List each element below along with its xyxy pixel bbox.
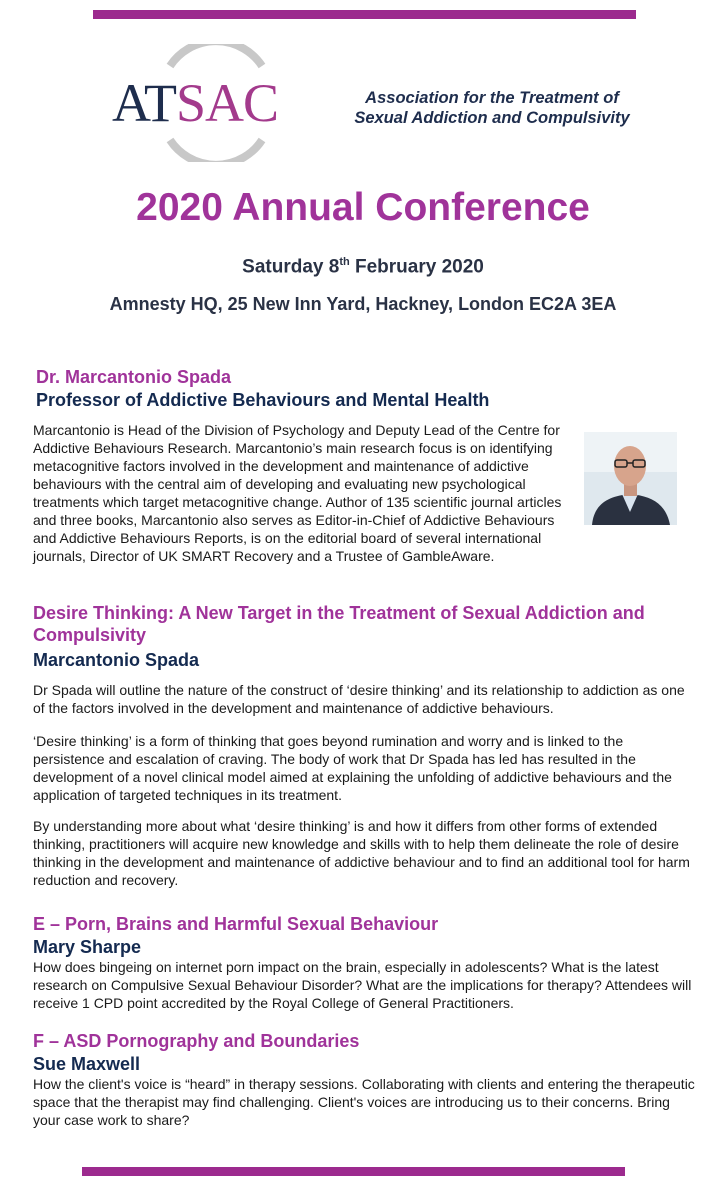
conference-title: 2020 Annual Conference <box>136 186 590 229</box>
talk-title-porn-brains: E – Porn, Brains and Harmful Sexual Behaviour <box>33 914 439 934</box>
talk-paragraph-1: Dr Spada will outline the nature of the construct of ‘desire thinking’ and its relationship to addiction as one of the factors involved in the development and maintenance of addictive behaviours. <box>33 682 685 716</box>
tagline-line-2: Sexual Addiction and Compulsivity <box>354 109 630 127</box>
speaker-name: Dr. Marcantonio Spada <box>36 367 232 387</box>
talk-paragraph-3: By understanding more about what ‘desire thinking’ is and how it differs from other forms of extended thinking, practitioners will acquire new knowledge and skills with to help them delineate the role of desire thinking in the development and maintenance of addictive behaviour and to find an additional tool for harm reduction and recovery. <box>33 818 690 888</box>
date-suffix: th <box>339 256 350 268</box>
atsac-logo <box>112 44 312 162</box>
talk-speaker: Sue Maxwell <box>33 1054 141 1074</box>
talk-paragraph-2: ‘Desire thinking’ is a form of thinking that goes beyond rumination and worry and is linked to the persistence and escalation of craving. The body of work that Dr Spada has led has resulted in the development of a novel clinical model aimed at explaining the unfolding of addictive behaviours and the application of targeted techniques in its treatment. <box>33 733 672 803</box>
logo-sac: SAC <box>176 73 279 133</box>
logo-tagline <box>347 88 637 128</box>
talk-description: How the client's voice is “heard” in therapy sessions. Collaborating with clients and entering the therapeutic space that the therapist may find challenging. Client's voices are introducing us to their concerns. Bring your case work to share? <box>33 1076 695 1128</box>
conference-date <box>0 256 726 278</box>
bottom-accent-bar <box>82 1167 625 1176</box>
logo-at: AT <box>112 73 176 133</box>
talk-speaker: Marcantonio Spada <box>33 650 200 670</box>
conference-venue: Amnesty HQ, 25 New Inn Yard, Hackney, London EC2A 3EA <box>109 294 617 314</box>
speaker-role: Professor of Addictive Behaviours and Mental Health <box>36 390 490 410</box>
speaker-bio: Marcantonio is Head of the Division of Psychology and Deputy Lead of the Centre for Addictive Behaviours Research. Marcantonio’s main research focus is on identifying metacognitive factors involved in the development and maintenance of addictive behaviours with the central aim of developing and evaluating new psychological treatments which target metacognitive change. Author of 135 scientific journal articles and three books, Marcantonio also serves as Editor-in-Chief of Addictive Behaviours and Addictive Behaviours Reports, is on the editorial board of several international journals, Director of UK SMART Recovery and a Trustee of GambleAware. <box>33 422 562 564</box>
talk-speaker: Mary Sharpe <box>33 937 142 957</box>
talk-title-desire-thinking: Desire Thinking: A New Target in the Treatment of Sexual Addiction and Compulsivity <box>33 603 645 645</box>
logo-wordmark <box>112 72 278 134</box>
talk-description: How does bingeing on internet porn impact on the brain, especially in adolescents? What is the latest research on Compulsive Sexual Behaviour Disorder? What are the implications for therapy? Attendees will receive 1 CPD point accredited by the Royal College of General Practitioners. <box>33 959 692 1011</box>
date-pre: Saturday 8 <box>242 256 340 278</box>
top-accent-bar <box>93 10 636 19</box>
speaker-photo <box>584 432 677 525</box>
date-post: February 2020 <box>349 256 484 278</box>
talk-title-asd-pornography: F – ASD Pornography and Boundaries <box>33 1031 360 1051</box>
tagline-line-1: Association for the Treatment of <box>365 89 619 107</box>
